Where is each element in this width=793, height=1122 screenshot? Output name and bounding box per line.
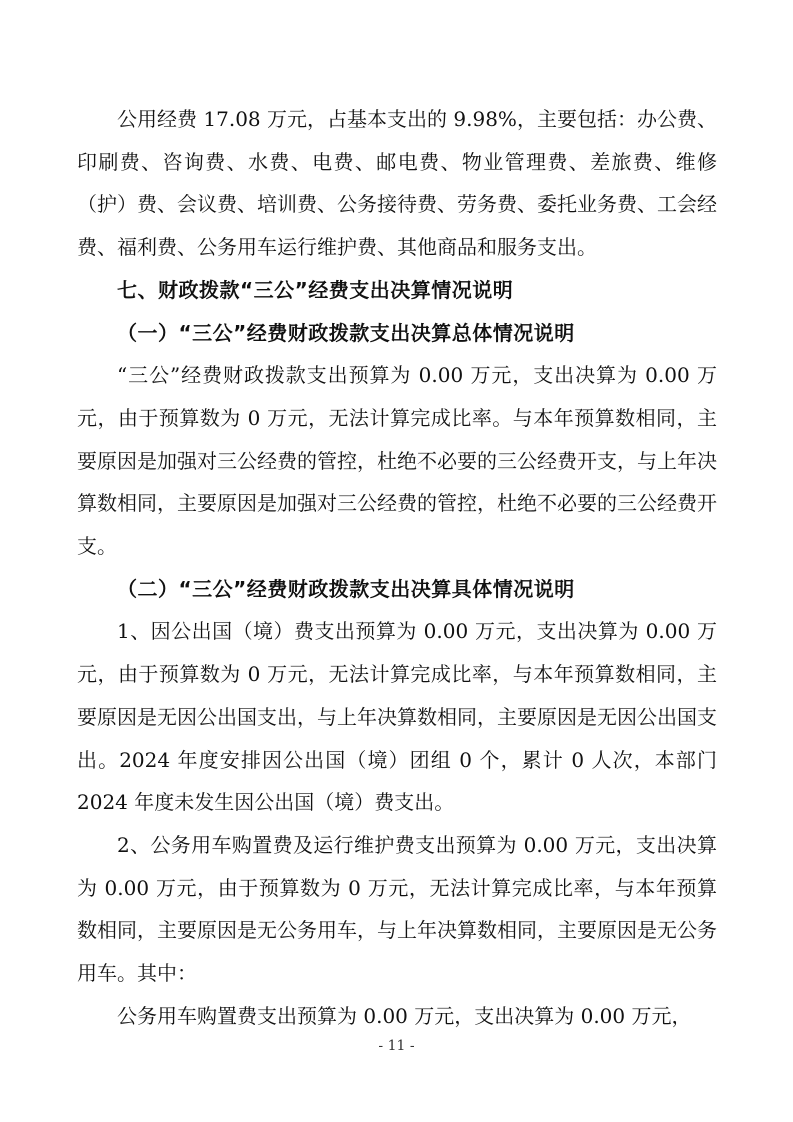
paragraph-overseas-travel: 1、因公出国（境）费支出预算为 0.00 万元，支出决算为 0.00 万元，由于预算数为 0 万元，无法计算完成比率，与本年预算数相同，主要原因是无因公出国支出，与上年决算数相同，主要原因是无因公出国支出。2024 年度安排因公出国（境）团组 0 个，累计 0 人次，本部门 2024 年度未发生因公出国（境）费支出。 xyxy=(77,619,717,815)
subsection-heading-overall: （一）“三公”经费财政拨款支出决算总体情况说明 xyxy=(117,320,575,345)
document-body xyxy=(77,98,717,1037)
section-heading-seven: 七、财政拨款“三公”经费支出决算情况说明 xyxy=(117,277,514,302)
paragraph-public-expenses: 公用经费 17.08 万元，占基本支出的 9.98%，主要包括：办公费、印刷费、咨询费、水费、电费、邮电费、物业管理费、差旅费、维修（护）费、会议费、培训费、公务接待费、劳务费、委托业务费、工会经费、福利费、公务用车运行维护费、其他商品和服务支出。 xyxy=(77,107,717,260)
paragraph-official-vehicles: 2、公务用车购置费及运行维护费支出预算为 0.00 万元，支出决算为 0.00 万元，由于预算数为 0 万元，无法计算完成比率，与本年预算数相同，主要原因是无公务用车，与上年决算数相同，主要原因是无公务用车。其中： xyxy=(77,832,717,986)
paragraph-vehicle-purchase: 公务用车购置费支出预算为 0.00 万元，支出决算为 0.00 万元， xyxy=(117,1003,692,1028)
page-number: - 11 - xyxy=(378,1038,415,1054)
subsection-heading-specific: （二）“三公”经费财政拨款支出决算具体情况说明 xyxy=(117,576,575,601)
paragraph-overall-explanation: “三公”经费财政拨款支出预算为 0.00 万元，支出决算为 0.00 万元，由于预算数为 0 万元，无法计算完成比率。与本年预算数相同，主要原因是加强对三公经费的管控，杜绝不必要的三公经费开支，与上年决算数相同，主要原因是加强对三公经费的管控，杜绝不必要的三公经费开支。 xyxy=(77,363,717,559)
